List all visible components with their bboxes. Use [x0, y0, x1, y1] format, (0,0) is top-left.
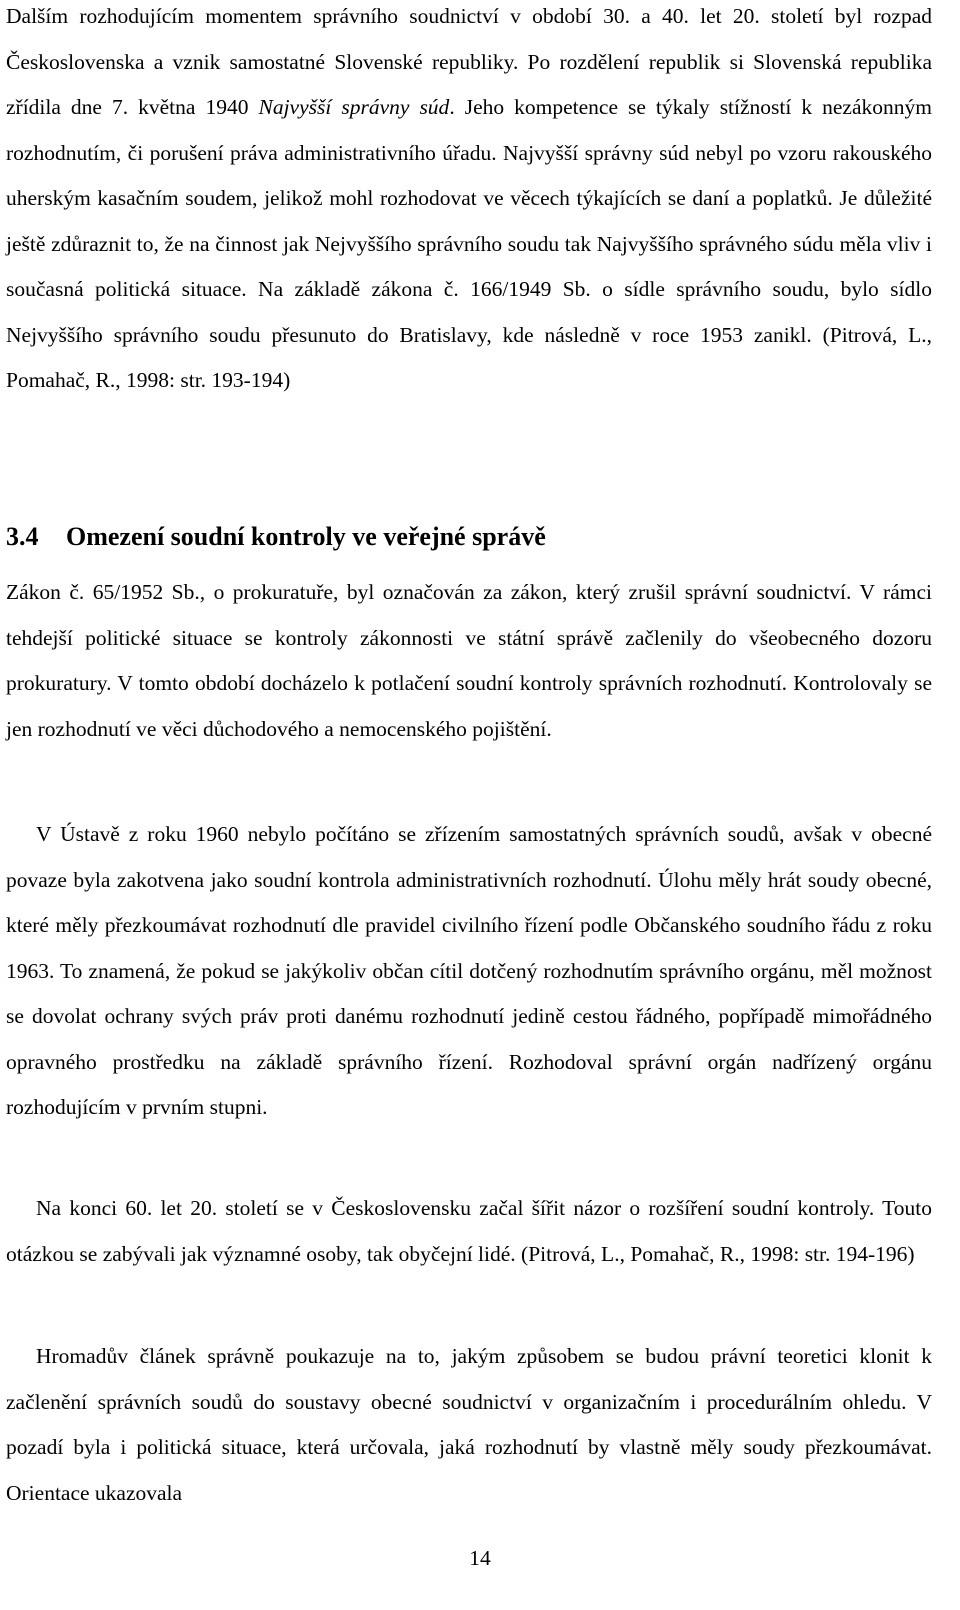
page-number: 14 [469, 1546, 491, 1570]
paragraph-text: . Jeho kompetence se týkaly stížností k nezákonným rozhodnutím, či porušení práva administrativního úřadu. Najvyšší správny súd nebyl po vzoru rakouského uherským kasačním soudem, jelikož mohl rozhodovat ve věcech týkajících se daní a poplatků. Je důležité ještě zdůraznit to, že na činnost jak Nejvyššího správního soudu tak Najvyššího správného súdu měla vliv i současná politická situace. Na základě zákona č. 166/1949 Sb. o sídle správního soudu, bylo sídlo Nejvyššího správního soudu přesunuto do Bratislavy, kde následně v roce 1953 zanikl. (Pitrová, L., Pomahač, R., 1998: str. 193-194) [6, 95, 932, 392]
section-title: Omezení soudní kontroly ve veřejné správě [66, 522, 546, 551]
paragraph-zakon-o-prokurature: Zákon č. 65/1952 Sb., o prokuratuře, byl označován za zákon, který zrušil správní soudnictví. V rámci tehdejší politické situace se kontroly zákonnosti ve státní správě začlenily do všeobecného dozoru prokuratury. V tomto období docházelo k potlačení soudní kontroly správních rozhodnutí. Kontrolovaly se jen rozhodnutí ve věci důchodového a nemocenského pojištění. [6, 580, 932, 741]
paragraph-najvyssi-spravny-sud [6, 0, 932, 404]
court-name-italic: Najvyšší správny súd [258, 95, 450, 119]
paragraph-hromaduv-clanek: Hromadův článek správně poukazuje na to, jakým způsobem se budou právní teoretici klonit k začlenění správních soudů do soustavy obecné soudnictví v organizačním i procedurálním ohledu. V pozadí byla i politická situace, která určovala, jaká rozhodnutí by vlastně měly soudy přezkoumávat. Orientace ukazovala [6, 1344, 932, 1505]
paragraph-konec-60-let: Na konci 60. let 20. století se v Československu začal šířit názor o rozšíření soudní kontroly. Touto otázkou se zabývali jak významné osoby, tak obyčejní lidé. (Pitrová, L., Pomahač, R., 1998: str. 194-196) [6, 1196, 932, 1266]
paragraph-ustava-1960: V Ústavě z roku 1960 nebylo počítáno se zřízením samostatných správních soudů, avšak v obecné povaze byla zakotvena jako soudní kontrola administrativních rozhodnutí. Úlohu měly hrát soudy obecné, které měly přezkoumávat rozhodnutí dle pravidel civilního řízení podle Občanského soudního řádu z roku 1963. To znamená, že pokud se jakýkoliv občan cítil dotčený rozhodnutím správního orgánu, měl možnost se dovolat ochrany svých práv proti danému rozhodnutí jedině cestou řádného, popřípadě mimořádného opravného prostředku na základě správního řízení. Rozhodoval správní orgán nadřízený orgánu rozhodujícím v prvním stupni. [6, 822, 932, 1119]
section-number: 3.4 [6, 522, 39, 551]
section-heading [6, 512, 546, 562]
paragraph-text: Dalším rozhodujícím momentem správního soudnictví v období 30. a 40. let 20. století byl rozpad Československa a vznik samostatné Slovenské republiky. Po rozdělení republik si Slovenská republika zřídila dne 7. května 1940 [6, 4, 932, 119]
